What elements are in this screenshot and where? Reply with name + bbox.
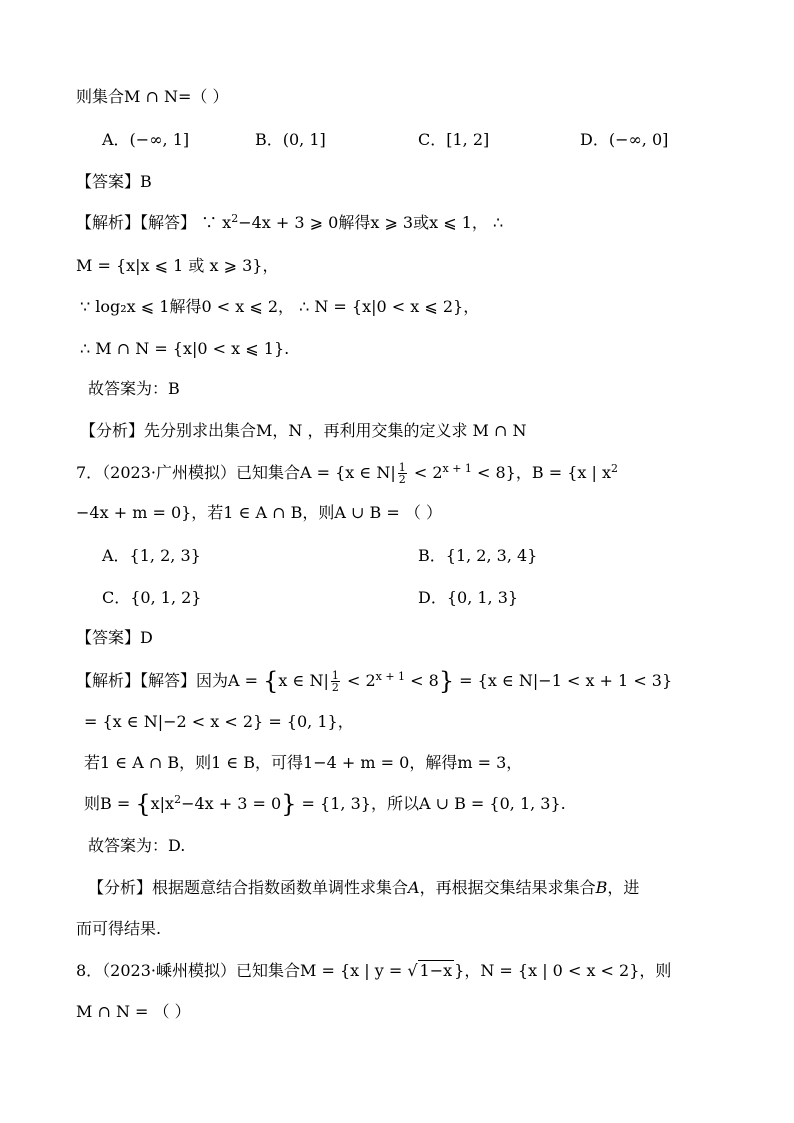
q7-sol-e: = {x ∈ N|−1 < x + 1 < 3} xyxy=(454,671,673,690)
q6-option-d: D．(−∞, 0] xyxy=(580,130,669,149)
q8-stem-line2: M ∩ N = （ ） xyxy=(76,1002,191,1021)
q7-answer: 【答案】D xyxy=(76,628,153,647)
q7-if-line: 若1 ∈ A ∩ B，则1 ∈ B，可得1−4 + m = 0，解得m = 3， xyxy=(84,753,523,772)
q8-radicand: 1−x xyxy=(419,961,453,980)
q7-b-exp: 2 xyxy=(174,793,182,806)
q8-head-b: }，N = {x | 0 < x < 2}，则 xyxy=(454,961,672,980)
q7-option-b: B．{1, 2, 3, 4} xyxy=(418,546,538,565)
q7-stem-line2: −4x + m = 0}，若1 ∈ A ∩ B，则A ∪ B = （ ） xyxy=(76,503,442,522)
right-brace: } xyxy=(281,790,297,818)
q7-analysis-c: ，进 xyxy=(607,878,640,897)
left-brace: { xyxy=(135,790,151,818)
q7-sol-frac-den: 2 xyxy=(331,681,339,694)
q7-head-a: 7．（2023·广州模拟）已知集合A = {x ∈ N| xyxy=(76,463,396,482)
q7-analysis-set-b: B xyxy=(595,878,608,897)
q7-sol-b: x ∈ N| xyxy=(278,671,329,690)
q7-head-c: < 8}，B = {x | x xyxy=(471,463,611,482)
q8-stem-line1 xyxy=(76,961,671,981)
q6-option-c: C．[1, 2] xyxy=(418,130,490,149)
q7-fraction xyxy=(398,462,407,485)
q7-analysis-a: 【分析】根据题意结合指数函数单调性求集合 xyxy=(88,878,409,897)
q7-set-a: = {x ∈ N|−2 < x < 2} = {0, 1}， xyxy=(84,712,354,731)
q7-set-b-line xyxy=(84,790,566,818)
q6-sol-mid: −4x + 3 ⩾ 0解得x ⩾ 3或x ⩽ 1， ∴ xyxy=(238,213,504,232)
q6-analysis: 【分析】先分别求出集合M，N ，再利用交集的定义求 M ∩ N xyxy=(80,421,527,440)
q7-b-b: x|x xyxy=(150,794,175,813)
q6-log-line: ∵ log₂x ⩽ 1解得0 < x ⩽ 2， ∴ N = {x|0 < x ⩽ 2}， xyxy=(80,297,480,316)
q6-set-m: M = {x|x ⩽ 1 或 x ⩾ 3}， xyxy=(76,256,279,275)
q7-option-c: C．{0, 1, 2} xyxy=(102,588,202,607)
q6-solution-line1 xyxy=(76,213,503,233)
q6-option-b: B．(0, 1] xyxy=(255,130,326,149)
q7-sol-fraction xyxy=(331,670,340,693)
q7-sol-c: < 2 xyxy=(341,671,376,690)
q7-head-exp: x + 1 xyxy=(442,462,472,475)
q7-sol-d: < 8 xyxy=(405,671,439,690)
q7-b-d: = {1, 3}，所以A ∪ B = {0, 1, 3}. xyxy=(296,794,566,813)
sqrt-symbol: √ 1−x xyxy=(407,961,453,980)
q7-frac-num: 1 xyxy=(398,461,406,474)
q6-sol-lead: 【解析】【解答】 ∵ x xyxy=(76,213,232,232)
left-brace: { xyxy=(263,667,279,695)
q7-analysis-line2: 而可得结果. xyxy=(76,919,162,938)
q7-analysis-b: ，再根据交集结果求集合 xyxy=(419,878,596,897)
q7-frac-den: 2 xyxy=(398,473,406,486)
q7-sol-exp: x + 1 xyxy=(375,670,406,683)
q6-intersection: ∴ M ∩ N = {x|0 < x ⩽ 1}. xyxy=(80,339,290,358)
q7-head-b: < 2 xyxy=(408,463,443,482)
q7-b-a: 则B = xyxy=(84,794,136,813)
q7-solution-line1 xyxy=(76,667,673,695)
q7-sol-frac-num: 1 xyxy=(331,669,339,682)
right-brace: } xyxy=(438,667,455,695)
q8-head-a: 8．（2023·嵊州模拟）已知集合M = {x | y = xyxy=(76,961,408,980)
q7-head-exp2: 2 xyxy=(611,462,618,475)
question-6-stem-tail: 则集合M ∩ N=（ ） xyxy=(76,87,229,106)
q6-sol-exponent: 2 xyxy=(231,212,239,225)
q7-sol-a: 【解析】【解答】因为A = xyxy=(76,671,264,690)
q7-option-d: D．{0, 1, 3} xyxy=(418,588,519,607)
q7-analysis-set-a: A xyxy=(408,878,420,897)
q7-final: 故答案为：D. xyxy=(88,836,186,855)
q6-option-a: A．(−∞, 1] xyxy=(102,130,190,149)
q7-analysis-line1 xyxy=(88,878,639,898)
q7-b-c: −4x + 3 = 0 xyxy=(181,794,282,813)
q6-answer: 【答案】B xyxy=(76,172,152,191)
q7-option-a: A．{1, 2, 3} xyxy=(102,546,201,565)
q6-final: 故答案为：B xyxy=(88,379,180,398)
q7-stem-line1 xyxy=(76,462,618,485)
